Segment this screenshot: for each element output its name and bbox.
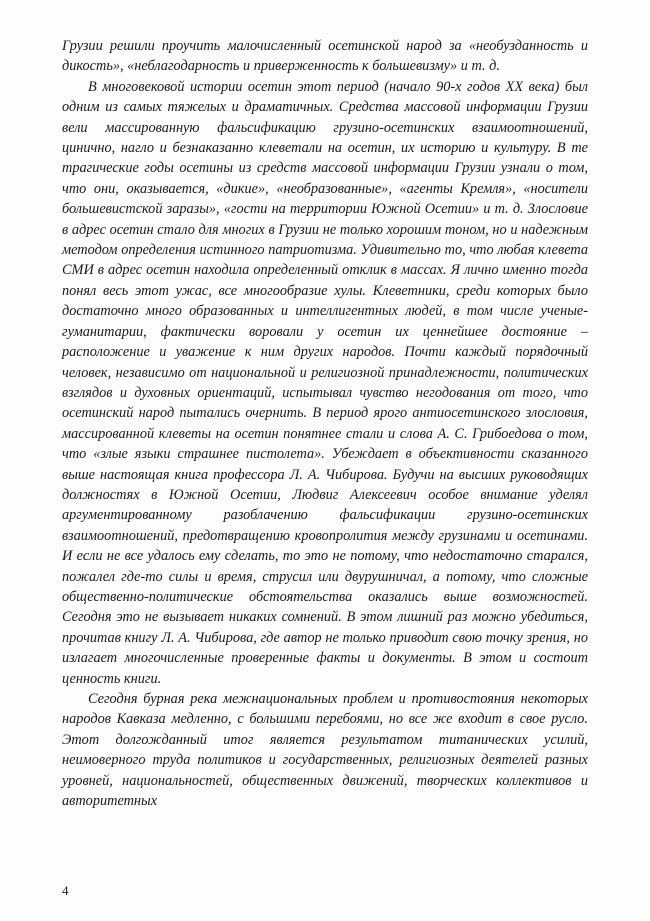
paragraph: В многовековой истории осетин этот период (начало 90-х годов XX века) был одним из самых тяжелых и драматичных. Средства массовой информации Грузии вели массированную фальсификацию грузино-осетинских взаимоотношений, цинично, нагло и безнаказанно клеветали на осетин, их историю и культуру. В те трагические годы осетины из средств массовой информации Грузии узнали о том, что они, оказывается, «дикие», «необразованные», «агенты Кремля», «носители большевистской заразы», «гости на территории Южной Осетии» и т. д. Злословие в адрес осетин стало для многих в Грузии не только хорошим тоном, но и надежным методом определения истинного патриотизма. Удивительно то, что любая клевета СМИ в адрес осетин находила определенный отклик в массах. Я лично именно тогда понял весь этот ужас, все многообразие хулы. Клеветники, среди которых было достаточно много образованных и интеллигентных людей, в том числе ученые-гуманитарии, фактически воровали у осетин их ценнейшее достояние – расположение и уважение к ним других народов. Почти каждый порядочный человек, независимо от национальной и религиозной принадлежности, политических взглядов и духовных ориентаций, испытывал чувство негодования от того, что осетинский народ пытались очернить. В период ярого антиосетинского злословия, массированной клеветы на осетин понятнее стали и слова А. С. Грибоедова о том, что «злые языки страшнее пистолета». Убеждает в объективности сказанного выше настоящая книга профессора Л. А. Чибирова. Будучи на высших руководящих должностях в Южной Осетии, Людвиг Алексеевич особое внимание уделял аргументированному разоблачению фальсификации грузино-осетинских взаимоотношений, предотвращению кровопролития между грузинами и осетинами. И если не все удалось ему сделать, то это не потому, что недостаточно старался, пожалел где-то силы и время, струсил или двурушничал, а потому, что сложные общественно-политические обстоятельства оказались выше возможностей. Сегодня это не вызывает никаких сомнений. В этом лишний раз можно убедиться, прочитав книгу Л. А. Чибирова, где автор не только приводит свою точку зрения, но излагает многочисленные проверенные факты и документы. В этом и состоит ценность книги. xyxy=(62,78,588,687)
page-number: 4 xyxy=(62,883,69,898)
paragraph: Грузии решили проучить малочисленный осетинской народ за «необузданность и дикость», «неблагодарность и приверженность к большевизму» и т. д. xyxy=(62,38,588,75)
paragraph: Сегодня бурная река межнациональных проблем и противостояния некоторых народов Кавказа медленно, с большими перебоями, но все же входит в свое русло. Этот долгожданный итог является результатом титанических усилий, неимоверного труда политиков и государственных, религиозных деятелей разных уровней, национальностей, общественных движений, творческих коллективов и авторитетных xyxy=(62,691,588,810)
page-text-column xyxy=(62,36,588,811)
